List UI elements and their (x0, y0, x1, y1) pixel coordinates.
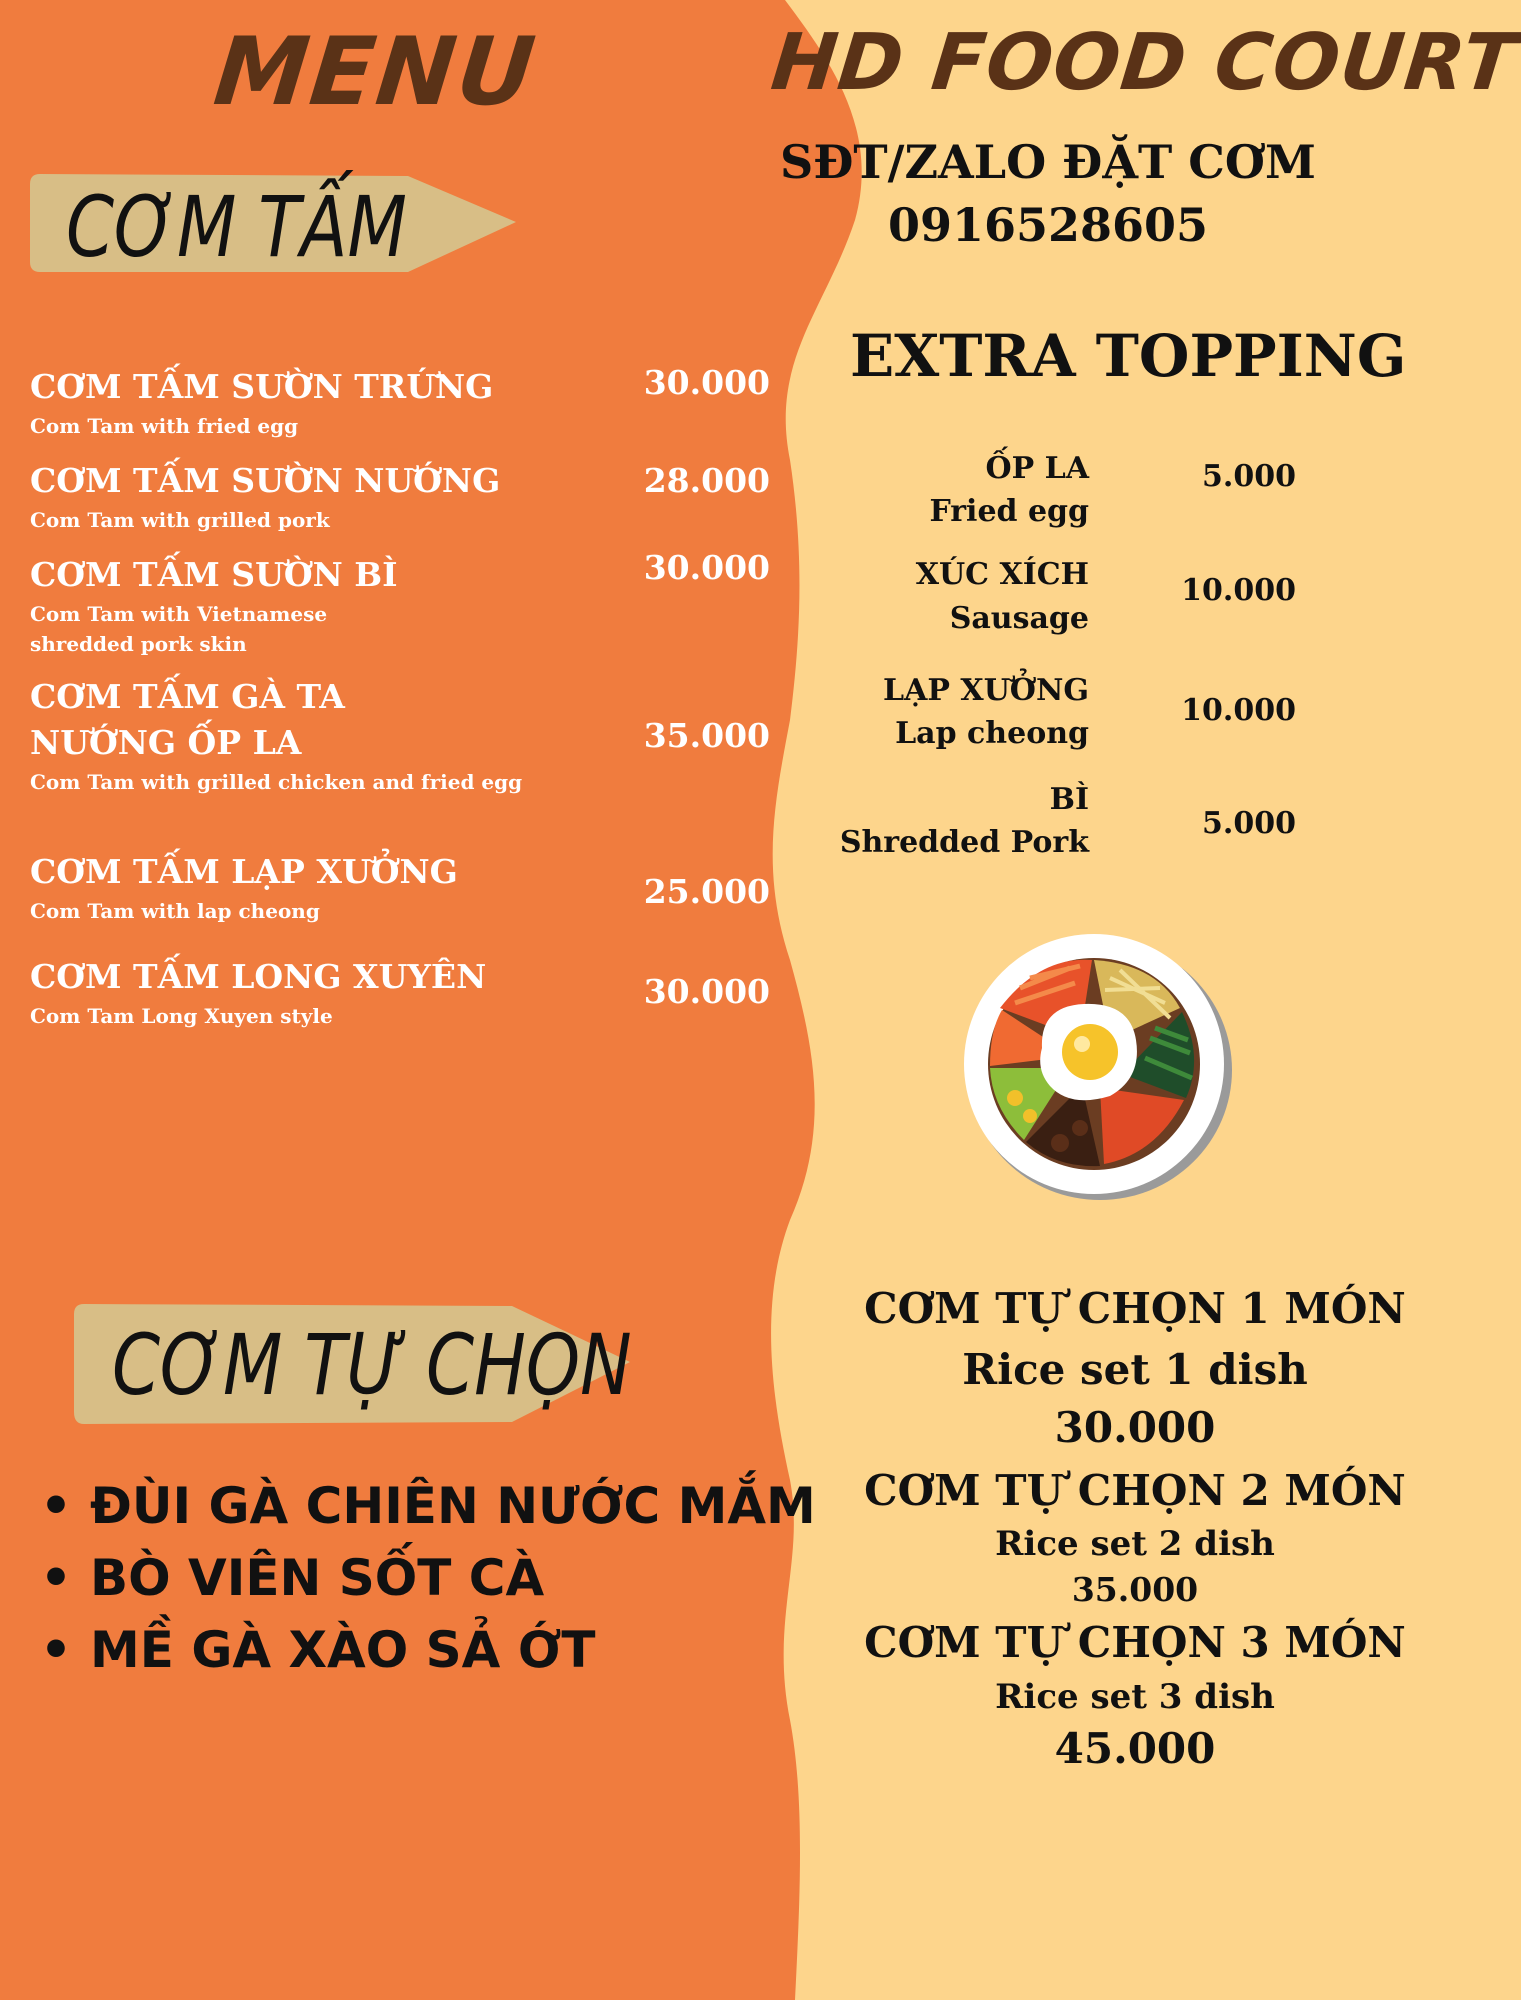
order-phone-number: 0916528605 (888, 198, 1209, 252)
topping-name-en: Shredded Pork (839, 825, 1089, 860)
topping-price: 10.000 (1181, 693, 1296, 728)
rice-set-name-vi: CƠM TỰ CHỌN 3 MÓN (864, 1618, 1406, 1667)
com-tam-banner-label: CƠM TẤM (66, 178, 407, 276)
com-tam-item-price: 30.000 (643, 363, 770, 402)
com-tam-item-desc: Com Tam Long Xuyen style (30, 1004, 333, 1028)
menu-title: MENU (209, 18, 542, 127)
topping-price: 5.000 (1202, 459, 1296, 494)
com-tam-item-price: 25.000 (643, 872, 770, 911)
topping-name-vi: LẠP XƯỞNG (883, 673, 1089, 708)
com-tam-item-name: CƠM TẤM SƯỜN TRỨNG (30, 367, 494, 406)
topping-name-vi: XÚC XÍCH (915, 557, 1089, 592)
com-tam-item-name: CƠM TẤM SƯỜN BÌ (30, 555, 398, 594)
topping-price: 10.000 (1181, 573, 1296, 608)
com-tam-item-desc: Com Tam with fried egg (30, 414, 299, 438)
com-tam-item-desc: Com Tam with grilled chicken and fried egg (30, 770, 523, 794)
com-tu-chon-banner (72, 1302, 632, 1426)
rice-set-name-en: Rice set 3 dish (995, 1677, 1275, 1717)
com-tam-item-price: 28.000 (643, 461, 770, 500)
com-tam-item-name: CƠM TẤM LẠP XƯỞNG (30, 852, 458, 891)
dish-list-item: • ĐÙI GÀ CHIÊN NƯỚC MẮM (40, 1470, 816, 1542)
com-tam-item-name: CƠM TẤM GÀ TA NƯỚNG ỐP LA (30, 677, 345, 762)
com-tam-item-desc: Com Tam with Vietnamese shredded pork skin (30, 602, 328, 656)
rice-set-name-en: Rice set 2 dish (995, 1524, 1275, 1564)
rice-set-name-en: Rice set 1 dish (962, 1345, 1308, 1394)
rice-set-price: 35.000 (1071, 1570, 1199, 1609)
rice-set-price: 45.000 (1054, 1724, 1216, 1773)
rice-set-name-vi: CƠM TỰ CHỌN 1 MÓN (864, 1284, 1406, 1333)
dish-list-item: • BÒ VIÊN SỐT CÀ (40, 1542, 816, 1614)
order-contact-label: SĐT/ZALO ĐẶT CƠM (780, 135, 1316, 189)
topping-name-en: Fried egg (929, 494, 1089, 529)
com-tam-item-desc: Com Tam with grilled pork (30, 508, 330, 532)
topping-name-en: Sausage (949, 601, 1089, 636)
com-tam-item-price: 30.000 (643, 972, 770, 1011)
topping-name-en: Lap cheong (895, 716, 1089, 751)
topping-price: 5.000 (1202, 806, 1296, 841)
bibimbap-bowl-icon (960, 928, 1234, 1202)
extra-topping-title: EXTRA TOPPING (850, 322, 1407, 390)
com-tam-item-price: 35.000 (643, 716, 770, 755)
rice-set-price: 30.000 (1054, 1403, 1216, 1452)
com-tam-banner (28, 172, 518, 276)
com-tam-item-name: CƠM TẤM SƯỜN NƯỚNG (30, 461, 501, 500)
rice-set-name-vi: CƠM TỰ CHỌN 2 MÓN (864, 1466, 1406, 1515)
com-tam-item-price: 30.000 (643, 548, 770, 587)
food-court-title: HD FOOD COURT (767, 18, 1521, 108)
com-tam-item-name: CƠM TẤM LONG XUYÊN (30, 957, 487, 996)
topping-name-vi: BÌ (1049, 782, 1089, 817)
topping-name-vi: ỐP LA (985, 451, 1089, 486)
dish-list (40, 1470, 816, 1686)
dish-list-item: • MỀ GÀ XÀO SẢ ỚT (40, 1614, 816, 1686)
com-tu-chon-banner-label: CƠM TỰ CHỌN (112, 1316, 632, 1414)
com-tam-item-desc: Com Tam with lap cheong (30, 899, 320, 923)
